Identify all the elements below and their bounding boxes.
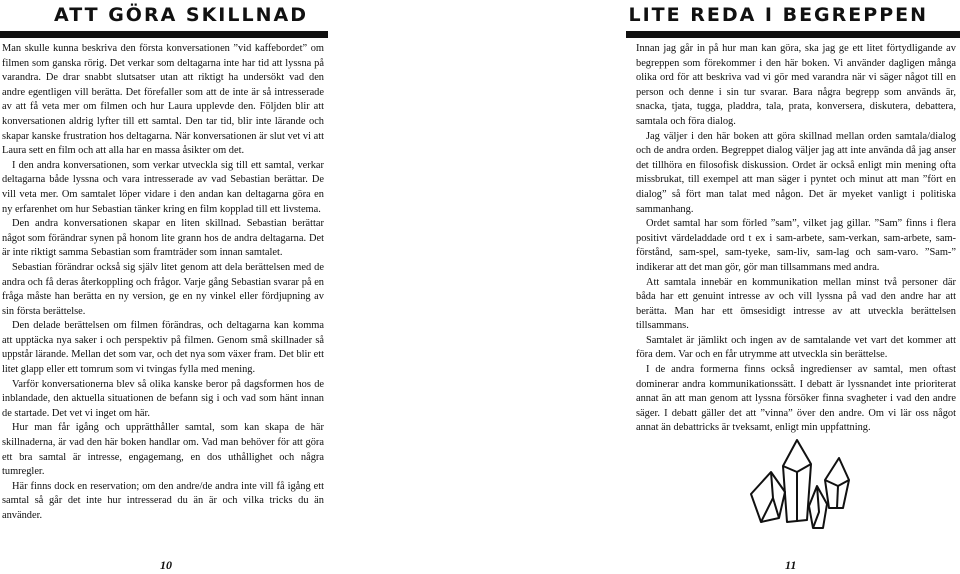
paragraph: Samtalet är jämlikt och ingen av de samtalande vet vart det kommer att föra dem. Var och en får utrymme att utveckla sin berättelse.: [636, 334, 956, 361]
paragraph: I den andra konversationen, som verkar utveckla sig till ett samtal, verkar deltagarna både lyssna och vara intresserade av vad Sebastian berättar. De vill veta mer. Om samtalet löper vidare i den andan kan deltagarna göra en ny erfarenhet om hur Sebastian tänker kring en film kopplad till ett livstema.: [2, 159, 324, 215]
paragraph: Man skulle kunna beskriva den första konversationen ”vid kaffebordet” om filmen som ganska rörig. Det verkar som deltagarna inte har tid att lyssna på varandra. De drar snabbt slutsatser utan att riktigt ha undersökt vad den andre egentligen vill berätta. Det förefaller som att de inte är så intresserade av att få veta mer om filmen och hur Laura upplevde den. Följden blir att konversationen aldrig lyfter till ett samtal. Den tar tid, blir inte lärande och skapar kanske frustration hos deltagarna. När konversationen är slut vet vi att Laura sett en film och att alla har en massa åsikter om det.: [2, 43, 324, 157]
paragraph: Hur man får igång och upprätthåller samtal, som kan skapa de här skillnaderna, är vad den här boken handlar om. Vad man behöver för att göra ett bra samtal är intresse, engagemang, en dos uthållighet och några tumregler.: [2, 422, 324, 478]
paragraph: Jag väljer i den här boken att göra skillnad mellan orden samtala/dialog och de andra orden. Begreppet dialog väljer jag att inte använda då jag anser det tillhöra en filosofisk diskussion. Ordet är också enligt min mening ofta missbrukat, till exempel att man säger i pyntet och minut att man ”fört en dialog” så fört man talat med någon. Det är myeket vanligt i politiska sammanhang.: [636, 130, 956, 215]
crystal-facet: [783, 464, 811, 472]
paragraph: I de andra formerna finns också ingredienser av samtal, men oftast dominerar andra kommunikationssätt. I debatt är lyssnandet inte prioriterat annat än att man genom att lyssna försöker finna svagheter i vad den andre säger. I debatt gäller det att ”vinna” över den andre. Om vi lär oss något annat än debattricks är tveksamt, enligt min uppfattning.: [636, 364, 956, 434]
paragraph: Den andra konversationen skapar en liten skillnad. Sebastian berättar något som förändrar synen på honom lite grann hos de andra deltagarna. Det är inte riktigt samma Sebastian som framträder som innan samtalet.: [2, 218, 324, 259]
left-page-number: 10: [160, 558, 172, 572]
left-heading: ATT GÖRA SKILLNAD: [54, 4, 308, 26]
paragraph: Här finns dock en reservation; om den andre/de andra inte vill få igång ett samtal så går det inte hur intresserad du än är och vilka tricks du än använder.: [2, 480, 324, 521]
left-body-text: [2, 42, 324, 524]
right-body-text: [636, 42, 956, 436]
left-heading-rule: [0, 31, 328, 38]
paragraph: Ordet samtal har som förled ”sam”, vilket jag gillar. ”Sam” finns i flera positivt värdeladdade ord t ex i sam-arbete, sam-verkan, sam-arbete, sam-förstånd, sam-spel, sam-tyeke, sam-liv, sam-lag och sam-varo. ”Sam-” indikerar att det man gör, gör man tillsammans med andra.: [636, 218, 956, 273]
right-heading: LITE REDA I BEGREPPEN: [628, 4, 928, 26]
right-heading-rule: [626, 31, 960, 38]
crystal-facet: [837, 486, 838, 508]
crystals-drawing: [743, 436, 853, 536]
paragraph: Sebastian förändrar också sig själv litet genom att dela berättelsen med de andra och få deras återkoppling och frågor. Varje gång Sebastian svarar på en fråga måste han berätta en ny version, ge en ny vinkel eller fördjupning av sin första berättelse.: [2, 261, 324, 317]
paragraph: Att samtala innebär en kommunikation mellan minst två personer där båda har ett genuint intresse av och vill lyssna på vad den andre har att berätta. Man har ett ömsesidigt intresse av att utveckla berättelsen tillsammans.: [636, 276, 956, 332]
paragraph: Innan jag går in på hur man kan göra, ska jag ge ett litet förtydligande av begreppen som förekommer i den här boken. Vi använder dagligen många olika ord för att beskriva vad vi gör med varandra när vi säger något till en person och denne i sin tur svarar. Bara några begrepp som används är, snacka, tjata, tugga, pladdra, tala, prata, konversera, diskutera, debattera, samtala och föra dialog.: [636, 43, 956, 127]
paragraph: Den delade berättelsen om filmen förändras, och deltagarna kan komma att upptäcka nya saker i och perspektiv på filmen. Genom små skillnader så uppstår lärande. Mellan det som var, och det nya som växer fram. Det blir ett litet glapp eller ett tomrum som vi tvingas fylla med mening.: [2, 320, 324, 376]
crystal-facet: [761, 472, 773, 522]
crystal-facet: [773, 498, 779, 518]
crystal-shape: [751, 472, 785, 522]
crystal-facet: [825, 480, 849, 486]
paragraph: Varför konversationerna blev så olika kanske beror på dagsformen hos de inblandade, den aktuella situationen de befann sig i och vad som hänt innan de startade. Det vet vi inget om här.: [2, 378, 324, 419]
right-page: [480, 0, 960, 574]
right-page-number: 11: [785, 558, 797, 572]
